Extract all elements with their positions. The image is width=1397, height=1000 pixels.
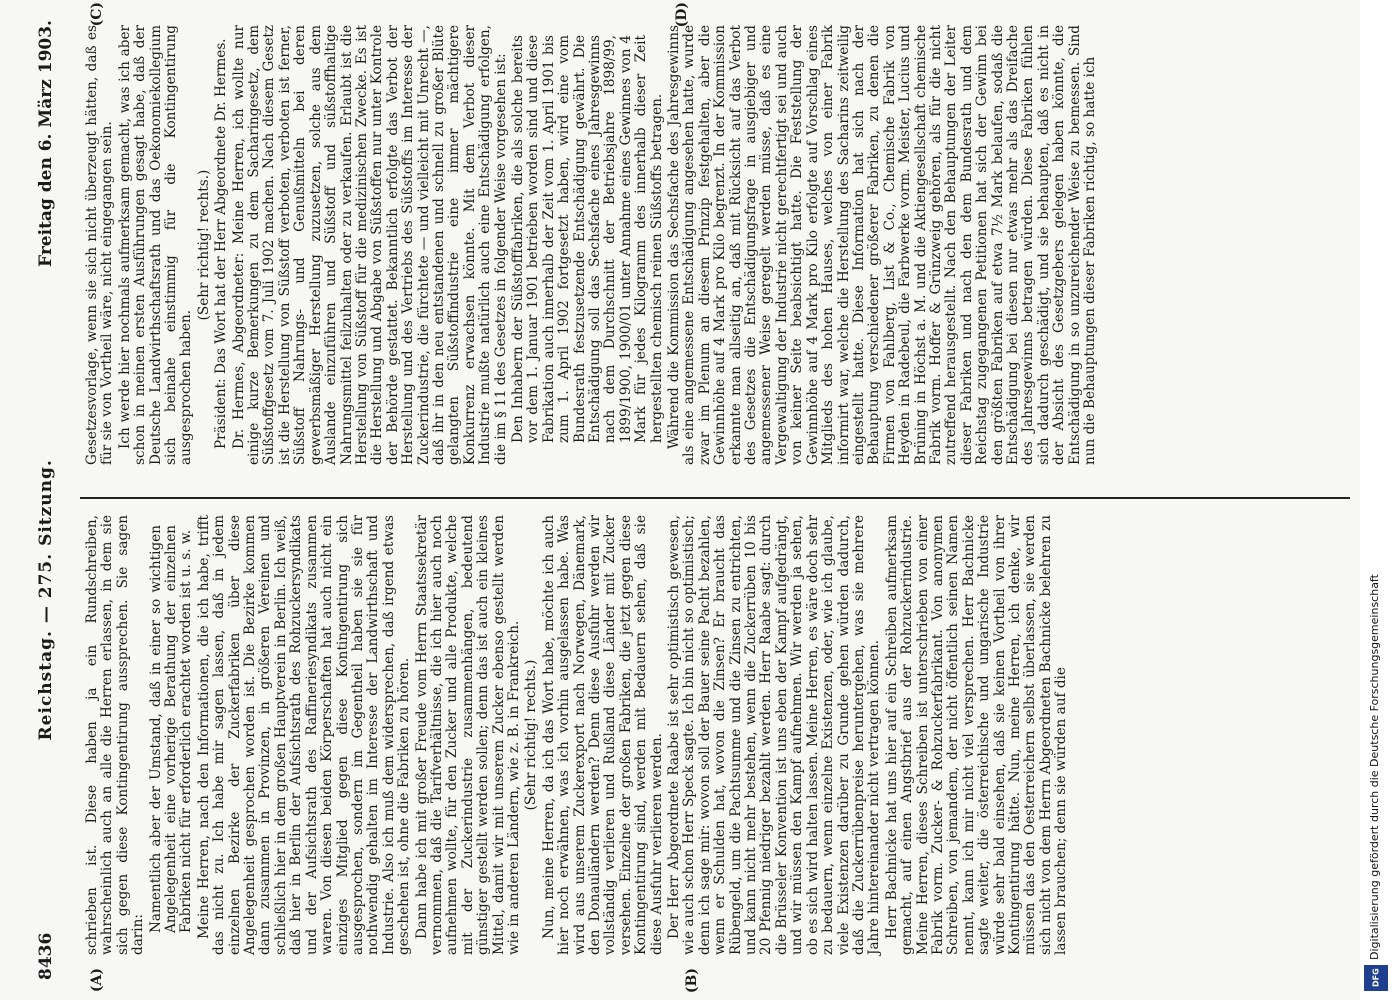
- paragraph: Herr Bachnicke hat uns hier auf ein Schreiben aufmerksam gemacht, auf einen Angstbrief aus der Rohzuckerindustrie. Meine Herren, dieses Schreiben ist unterschrieben von einer Fabrik vorm. Zucker- & Rohzuckerfabrikant. Von anonymen Schreiben, von jemandem, der nicht öffentlich seinen Namen nennt, kann ich mir nicht viel versprechen. Herr Bachnicke sagte weiter, die österreichische und ungarische Industrie würde sehr bald einsehen, daß sie keinen Vortheil von ihrer Kontingentirung hätte. Nun, meine Herren, ich denke, wir müssen das den Oesterreichern selbst überlassen, sie werden sich nicht von dem Herrn Abgeordneten Bachnicke belehren zu lassen brauchen; denn sie würden auf die: [883, 515, 1070, 955]
- margin-marker-c: (C): [89, 2, 105, 27]
- digitization-note: Digitalisierung gefördert durch die Deutsche Forschungsgemeinschaft: [1368, 574, 1381, 960]
- page-number: 8436: [36, 932, 56, 980]
- paragraph: Während die Kommission das Sechsfache des Jahresgewinns als eine angemessene Entschädigung angesehen hatte, wurde zwar im Plenum an diesem Prinzip festgehalten, aber die Gewinnhöhe auf 4 Mark pro Kilo begrenzt. In der Kommission erkannte man allseitig an, daß mit Rücksicht auf das Verbot des Gesetzes die Entschädigungsfrage in ausgiebiger und angemessener Weise geregelt werden müsse, daß es eine Vergewaltigung der Industrie nicht gerechtfertigt sei und auch von keiner Seite beabsichtigt hatte. Die Feststellung der Gewinnhöhe auf 4 Mark pro Kilo erfolgte auf Vorschlag eines Mitglieds des hohen Hauses, welches von einer Fabrik informirt war, welche die Herstellung des Sacharins zeitweilig eingestellt hatte. Diese Information hat sich nach der Behauptung verschiedener größerer Fabriken, zu denen die Firmen von Fahlberg, List & Co., Chemische Fabrik von Heyden in Radebeul, die Farbwerke vorm. Meister, Lucius und Brüning in Höchst a. M. und die Aktiengesellschaft chemische Fabrik vorm. Hoffer & Grünzweig gehören, als für die nicht zutreffend herausgestellt. Nach den Behauptungen der Leiter dieser Fabriken und nach den dem Bundesrath und dem Reichstag zugegangenen Petitionen hat sich der Gewinn bei den größten Fabriken auf etwa 7½ Mark belaufen, sodaß die Entschädigung bei diesen nur etwas mehr als das Dreifache des Jahresgewinns betragen würden. Diese Fabriken fühlen sich dadurch geschädigt, und sie behaupten, daß es nicht in der Absicht des Gesetzgebers gelegen haben könnte, die Entschädigung in so unzureichender Weise zu bemessen. Sind nun die Behauptungen dieser Fabriken richtig, so hatte ich: [666, 25, 1098, 465]
- paragraph: Ich werde hier nochmals aufmerksam gemacht, was ich aber schon in meinen ersten Ausführungen gesagt habe, daß der Deutsche Landwirthschaftsrath und das Oekonomiekollegium sich beinahe einstimmig für die Kontingentirung ausgesprochen haben.: [116, 25, 195, 465]
- paragraph: Nun, meine Herren, da ich das Wort habe, möchte ich auch hier noch erwähnen, was ich vorhin ausgelassen habe. Was wird aus unserem Zuckerexport nach Norwegen, Dänemark, den Donauländern werden? Denn diese Ausfuhr werden wir vollständig verlieren und Rußland diese Länder mit Zucker versehen. Einzelne der großen Fabriken, die jetzt gegen diese Kontingentirung sind, werden mit Bedauern sehen, daß sie diese Ausfuhr verlieren werden.: [540, 515, 665, 955]
- quote: Den Inhabern der Süßstofffabriken, die als solche bereits vor dem 1. Januar 1901 betrieben worden sind und diese Fabrikation auch innerhalb der Zeit vom 1. April 1901 bis zum 1. April 1902 fortgesetzt haben, wird eine vom Bundesrath festzusetzende Entschädigung gewährt. Die Entschädigung soll das Sechsfache eines Jahresgewinns nach dem Durchschnitt der Betriebsjahre 1898/99, 1899/1900, 1900/01 unter Annahme eines Gewinnes von 4 Mark für jedes Kilogramm des innerhalb dieser Zeit hergestellten chemisch reinen Süßstoffs betragen.: [509, 35, 665, 443]
- quote: Namentlich aber der Umstand, daß in einer so wichtigen Angelegenheit eine vorherige Berathung der einzelnen Fabriken nicht für erforderlich erachtet worden ist u. s. w.: [147, 525, 195, 933]
- page-title: Reichstag. — 275. Sitzung.: [36, 459, 56, 741]
- left-column: [85, 515, 1340, 955]
- margin-marker-b: (B): [684, 968, 700, 994]
- interjection: (Sehr richtig! rechts.): [523, 659, 540, 811]
- right-column: [85, 25, 1340, 465]
- margin-marker-a: (A): [89, 968, 105, 993]
- page-header: [26, 20, 66, 980]
- interjection: (Sehr richtig! rechts.): [195, 169, 212, 321]
- dfg-logo-icon: DFG: [1364, 965, 1388, 991]
- speaker-announcement: Präsident: Das Wort hat der Herr Abgeordnete Dr. Hermes.: [213, 38, 230, 449]
- margin-marker-d: (D): [674, 2, 690, 28]
- column-divider: [80, 497, 1350, 499]
- paragraph: Der Herr Abgeordnete Raabe ist sehr optimistisch gewesen, wie auch schon Herr Speck sagte. Ich bin nicht so optimistisch; denn ich sage mir: wovon soll der Bauer seine Pacht bezahlen, wenn er Schulden hat, wovon die Zinsen? Er braucht das Rübengeld, um die Pachtsumme und die Zinsen zu entrichten, und kann nicht mehr bestehen, wenn die Zuckerrüben 10 bis 20 Pfennig niedriger bezahlt werden. Herr Raabe sagt: durch die Brüsseler Konvention ist uns eben der Kampf aufgedrängt, und wir müssen den Kampf aufnehmen. Wir werden ja sehen, ob es sich wird halten lassen. Meine Herren, es wäre doch sehr zu bedauern, wenn einzelne Existenzen, oder, wie ich glaube, viele Existenzen darüber zu Grunde gehen würden dadurch, daß die Zuckerrübenpreise heruntergehen, was sie mehrere Jahre hintereinander nicht vertragen können.: [666, 515, 883, 955]
- paragraph: Meine Herren, nach den Informationen, die ich habe, trifft das nicht zu. Ich habe mir sagen lassen, daß in jedem einzelnen Bezirke der Zuckerfabriken über diese Angelegenheit gesprochen worden ist. Die Bezirke kommen dann zusammen in Provinzen, in größeren Vereinen und schließlich hier in dem großen Hauptverein in Berlin. Ich weiß, daß hier in Berlin der Aufsichtsrath des Rohzuckersyndikats und der Aufsichtsrath des Raffineriesyndikats zusammen waren. Von diesen beiden Körperschaften hat auch nicht ein einziges Mitglied gegen diese Kontingentirung sich ausgesprochen, sondern im Gegentheil haben sie sie für nothwendig gehalten im Interesse der Landwirthschaft und Industrie. Also ich muß dem widersprechen, daß irgend etwas geschehen ist, ohne die Fabriken zu hören.: [195, 515, 413, 955]
- paragraph: Dann habe ich mit großer Freude vom Herrn Staatssekretär vernommen, daß die Tarifverhältnisse, die ich hier auch noch aufnehmen wollte, für den Zucker und alle Produkte, welche mit der Zuckerindustrie zusammenhängen, bedeutend günstiger gestellt werden sollen; denn das ist auch ein kleines Mittel, damit wir mit unserem Zucker ebenso gestellt werden wie in anderen Ländern, wie z. B. in Frankreich.: [413, 515, 522, 955]
- paragraph: schrieben ist. Diese haben ja ein Rundschreiben, wahrscheinlich auch an alle die Herren erlassen, in dem sie sich gegen diese Kontingentirung aussprechen. Sie sagen darin:: [84, 515, 147, 955]
- paragraph: Gesetzesvorlage, wenn sie sich nicht überzeugt hätten, daß es für sie von Vortheil wäre, nicht eingegangen sein.: [84, 25, 116, 465]
- paragraph: Dr. Hermes, Abgeordneter: Meine Herren, ich wollte nur einige kurze Bemerkungen zu dem Sacharingesetz, dem Süßstoffgesetz vom 7. Juli 1902 machen. Nach diesem Gesetz ist die Herstellung von Süßstoff verboten, verboten ist ferner, Süßstoff Nahrungs- und Genußmitteln bei deren gewerbsmäßiger Herstellung zuzusetzen, solche aus dem Auslande einzuführen und Süßstoff und süßstoffhaltige Nahrungsmittel feilzuhalten oder zu verkaufen. Erlaubt ist die Herstellung von Süßstoff für die medizinischen Zwecke. Es ist die Herstellung und Abgabe von Süßstoffen nur unter Kontrole der Behörde gestattet. Bekanntlich erfolgte das Verbot der Herstellung und des Vertriebs des Süßstoffs im Interesse der Zuckerindustrie, die fürchtete — und vielleicht mit Unrecht —, daß ihr in den neu entstandenen und schnell zu großer Blüte gelangten Süßstoffindustrie eine immer mächtigere Konkurrenz erwachsen könnte. Mit dem Verbot dieser Industrie mußte natürlich auch eine Entschädigung erfolgen, die im § 11 des Gesetzes in folgender Weise vorgesehen ist:: [230, 25, 509, 465]
- page-date: Freitag den 6. März 1903.: [36, 20, 56, 267]
